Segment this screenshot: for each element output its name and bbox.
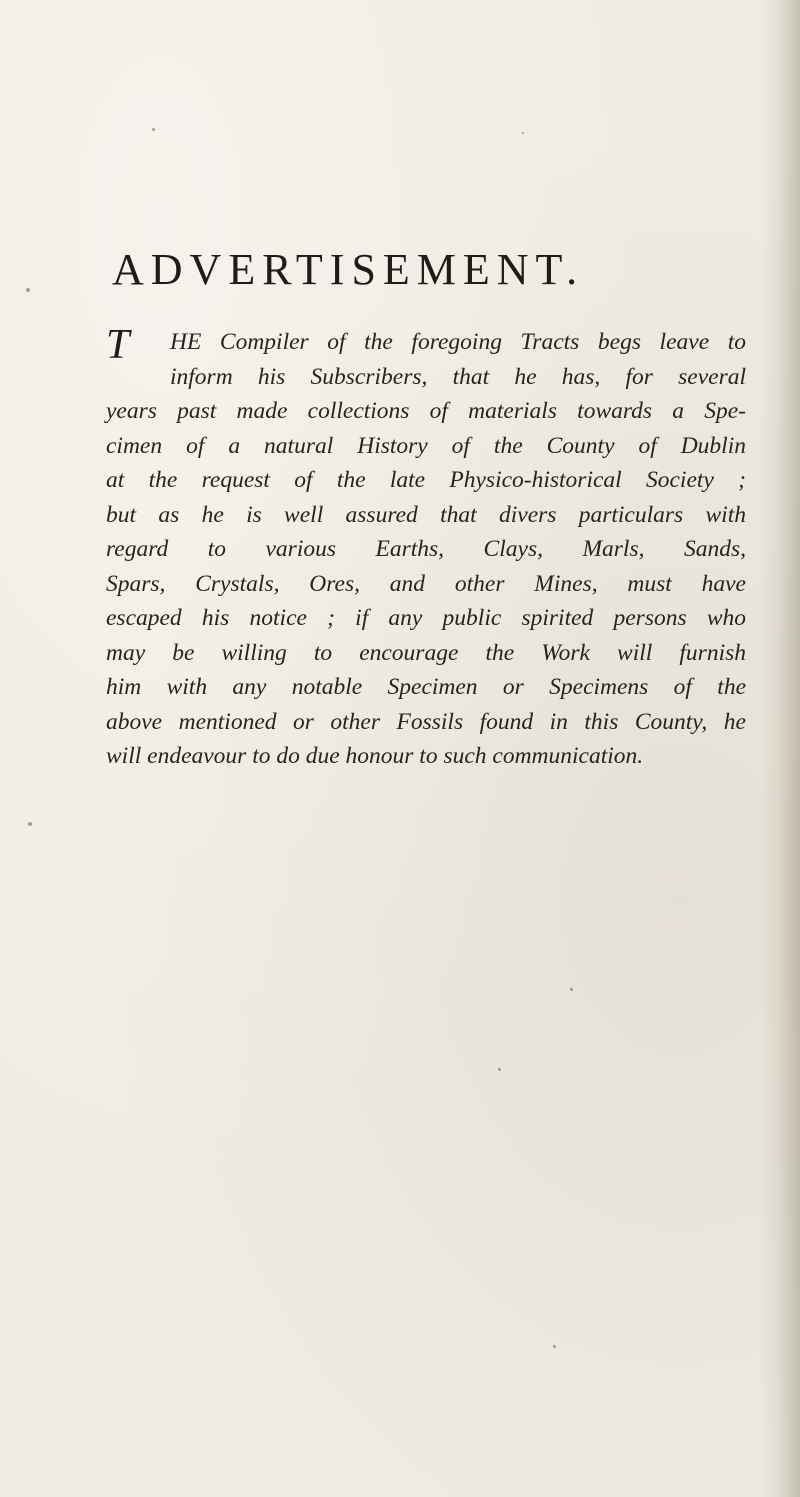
text-line: him with any notable Specimen or Specimens of the — [106, 674, 746, 700]
drop-cap: T — [106, 322, 130, 368]
show-through-texture — [250, 120, 260, 154]
paper-speck — [28, 822, 32, 826]
paper-speck — [553, 1345, 556, 1348]
advertisement-text — [106, 322, 746, 774]
text-line: will endeavour to do due honour to such communication. — [106, 743, 644, 769]
text-line: inform his Subscribers, that he has, for several — [170, 363, 746, 390]
text-line: regard to various Earths, Clays, Marls, Sands, — [106, 536, 746, 562]
text-line: above mentioned or other Fossils found in this County, he — [106, 708, 746, 735]
text-line: may be willing to encourage the Work will furnish — [106, 639, 746, 666]
page-edge-shadow — [760, 0, 800, 1497]
paper-speck — [570, 988, 573, 991]
text-line: years past made collections of materials towards a Spe- — [106, 398, 746, 424]
text-line: Spars, Crystals, Ores, and other Mines, must have — [106, 570, 746, 597]
text-line: at the request of the late Physico-historical Society ; — [106, 467, 746, 493]
text-line: but as he is well assured that divers particulars with — [106, 501, 746, 528]
paper-speck — [498, 1068, 501, 1071]
paper-speck — [26, 288, 30, 292]
paper-speck — [522, 132, 524, 134]
text-line: HE Compiler of the foregoing Tracts begs leave to — [170, 329, 746, 355]
page-title: ADVERTISEMENT. — [112, 245, 585, 294]
paper-speck — [152, 128, 155, 131]
text-line: cimen of a natural History of the County of Dublin — [106, 432, 746, 459]
text-line: escaped his notice ; if any public spirited persons who — [106, 605, 746, 631]
